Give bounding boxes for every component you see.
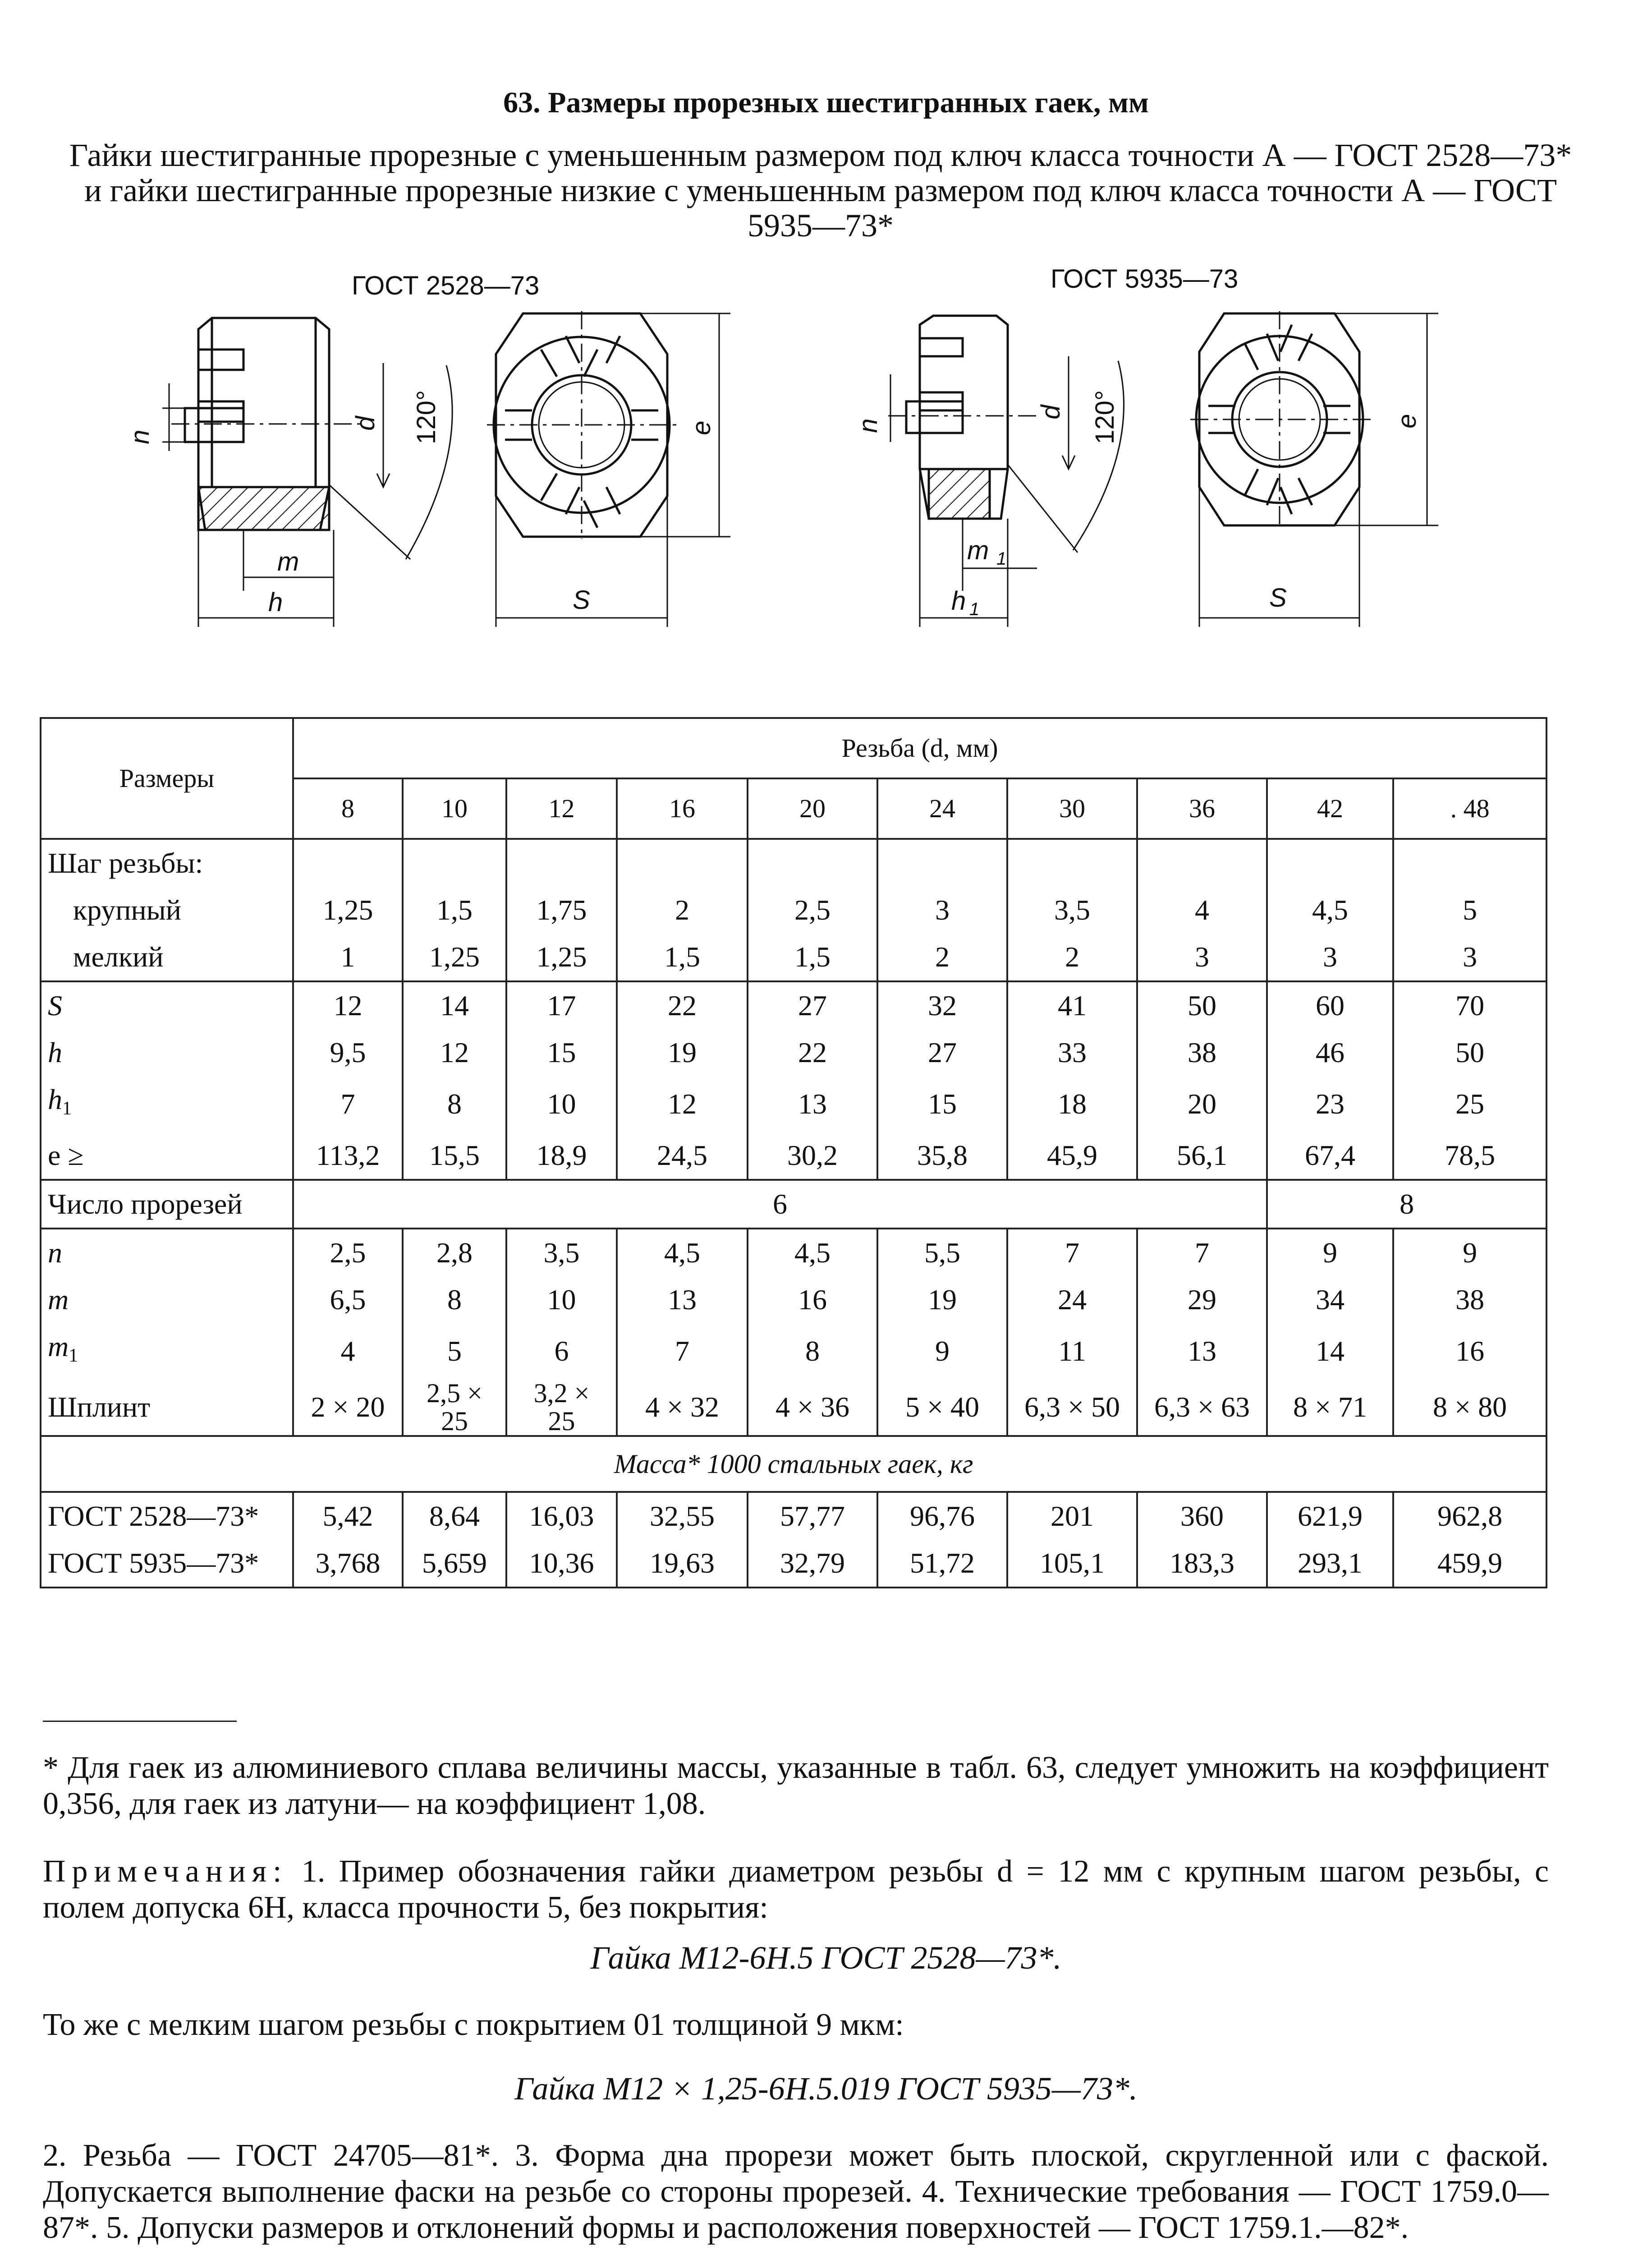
- m1-row: [41, 1323, 1546, 1379]
- h-cell: 46: [1267, 1029, 1393, 1076]
- coarse-cell: 5: [1393, 887, 1546, 934]
- gost5935-cell: 293,1: [1267, 1540, 1393, 1588]
- fine-cell: 1,5: [617, 934, 748, 981]
- pin-cell: 8 × 80: [1393, 1379, 1546, 1436]
- m1-cell: 14: [1267, 1323, 1393, 1379]
- e-cell: 67,4: [1267, 1132, 1393, 1180]
- s-cell: 50: [1137, 981, 1267, 1029]
- s-cell: 60: [1267, 981, 1393, 1029]
- gost2528-cell: 8,64: [403, 1492, 506, 1540]
- h-cell: 19: [617, 1029, 748, 1076]
- s-cell: 14: [403, 981, 506, 1029]
- note-1: 1. Пример обозначения гайки диаметром резьбы d = 12 мм с крупным шагом резьбы, с полем допуска 6H, класса прочности 5, без покрытия:: [43, 1854, 1549, 1925]
- pitch-label: Шаг резьбы:: [41, 839, 293, 887]
- s-cell: 12: [293, 981, 403, 1029]
- pitch-title-row: [41, 839, 1546, 887]
- header-thread: Резьба (d, мм): [293, 718, 1546, 778]
- m-label: [41, 1276, 293, 1323]
- gost5935-cell: 32,79: [748, 1540, 877, 1588]
- dim-e-right: e: [1392, 414, 1422, 428]
- pitch-coarse-row: [41, 887, 1546, 934]
- h-cell: 15: [506, 1029, 617, 1076]
- m-cell: 13: [617, 1276, 748, 1323]
- gost2528-label: [41, 1492, 293, 1540]
- e-cell: 30,2: [748, 1132, 877, 1180]
- dim-h-left: h: [268, 588, 283, 617]
- fine-label: [41, 934, 293, 981]
- m-cell: 19: [877, 1276, 1007, 1323]
- thread-9: . 48: [1393, 778, 1546, 839]
- gost2528-row: [41, 1492, 1546, 1540]
- slots-value-8: 8: [1267, 1180, 1546, 1229]
- gost5935-label-text: ГОСТ 5935—73*: [48, 1547, 259, 1579]
- footnote: * Для гаек из алюминиевого сплава величины массы, указанные в табл. 63, следует умножить на коэффициент 0,356, для гаек из латуни— на коэффициент 1,08.: [43, 1750, 1549, 1821]
- fine-label-text: мелкий: [73, 941, 164, 973]
- gost5935-cell: 3,768: [293, 1540, 403, 1588]
- e-cell: 45,9: [1007, 1132, 1137, 1180]
- s-cell: 32: [877, 981, 1007, 1029]
- s-cell: 70: [1393, 981, 1546, 1029]
- n-row: [41, 1229, 1546, 1276]
- m1-label: [41, 1323, 293, 1379]
- coarse-label: [41, 887, 293, 934]
- dim-h1-sub: 1: [969, 599, 980, 619]
- gost5935-cell: 5,659: [403, 1540, 506, 1588]
- h1-cell: 8: [403, 1076, 506, 1132]
- dim-d-right: d: [1036, 405, 1065, 419]
- h1-cell: 18: [1007, 1076, 1137, 1132]
- e-label-text: e ≥: [48, 1139, 84, 1171]
- dim-m-left: m: [277, 547, 299, 576]
- thread-7: 36: [1137, 778, 1267, 839]
- m-cell: 24: [1007, 1276, 1137, 1323]
- h-cell: 33: [1007, 1029, 1137, 1076]
- fine-cell: 3: [1137, 934, 1267, 981]
- fine-cell: 3: [1267, 934, 1393, 981]
- pin-cell: 4 × 36: [748, 1379, 877, 1436]
- thread-1: 10: [403, 778, 506, 839]
- figure-right-label: ГОСТ 5935—73: [1051, 264, 1239, 294]
- gost2528-cell: 96,76: [877, 1492, 1007, 1540]
- dim-s-right: S: [1269, 583, 1287, 612]
- pitch-fine-row: [41, 934, 1546, 981]
- pin-cell: 8 × 71: [1267, 1379, 1393, 1436]
- m-cell: 38: [1393, 1276, 1546, 1323]
- note-2: 2. Резьба — ГОСТ 24705—81*. 3. Форма дна прорези может быть плоской, скругленной или с фаской. Допускается выполнение фаски на резьбе со стороны прорезей. 4. Технические требования — ГОСТ 1759.0—87*. 5. Допуски размеров и отклонений формы и расположения поверхностей — ГОСТ 1759.1.—82*.: [43, 2138, 1549, 2245]
- dimensions-table: [40, 717, 1547, 1588]
- gost5935-cell: 19,63: [617, 1540, 748, 1588]
- h-cell: 12: [403, 1029, 506, 1076]
- mass-caption: Масса* 1000 стальных гаек, кг: [41, 1436, 1546, 1492]
- gost5935-cell: 183,3: [1137, 1540, 1267, 1588]
- coarse-cell: 1,75: [506, 887, 617, 934]
- mass-caption-row: [41, 1436, 1546, 1492]
- notes-paragraph: [43, 1854, 1549, 1926]
- e-cell: 56,1: [1137, 1132, 1267, 1180]
- m-cell: 10: [506, 1276, 617, 1323]
- fine-cell: 1,25: [403, 934, 506, 981]
- slots-label: Число прорезей: [41, 1180, 293, 1229]
- pin-cell: 6,3 × 63: [1137, 1379, 1267, 1436]
- thread-6: 30: [1007, 778, 1137, 839]
- e-label: [41, 1132, 293, 1180]
- n-label-text: n: [48, 1237, 62, 1269]
- m1-cell: 16: [1393, 1323, 1546, 1379]
- coarse-cell: 4: [1137, 887, 1267, 934]
- pin-cell: [506, 1379, 617, 1436]
- pin-cell: 2 × 20: [293, 1379, 403, 1436]
- gost5935-label: [41, 1540, 293, 1588]
- coarse-cell: 3,5: [1007, 887, 1137, 934]
- coarse-cell: 2,5: [748, 887, 877, 934]
- n-cell: 9: [1393, 1229, 1546, 1276]
- n-cell: 4,5: [617, 1229, 748, 1276]
- dim-m1-sub: 1: [996, 549, 1007, 569]
- side-view-right: [888, 316, 1124, 627]
- page-title: 63. Размеры прорезных шестигранных гаек, мм: [503, 86, 1149, 119]
- side-view-left: [162, 318, 452, 627]
- fine-cell: 1,25: [506, 934, 617, 981]
- h-label: [41, 1029, 293, 1076]
- m1-cell: 5: [403, 1323, 506, 1379]
- dim-s-left: S: [573, 585, 590, 615]
- pin-cell: 5 × 40: [877, 1379, 1007, 1436]
- example-1: Гайка М12-6Н.5 ГОСТ 2528—73*.: [590, 1940, 1062, 1976]
- thread-8: 42: [1267, 778, 1393, 839]
- h1-cell: 10: [506, 1076, 617, 1132]
- n-cell: 7: [1007, 1229, 1137, 1276]
- gost2528-cell: 201: [1007, 1492, 1137, 1540]
- gost5935-cell: 459,9: [1393, 1540, 1546, 1588]
- m1-cell: 4: [293, 1323, 403, 1379]
- pin-label: Шплинт: [41, 1379, 293, 1436]
- m1-cell: 9: [877, 1323, 1007, 1379]
- n-cell: 9: [1267, 1229, 1393, 1276]
- pin-cell: 6,3 × 50: [1007, 1379, 1137, 1436]
- header-sizes: Размеры: [41, 718, 293, 839]
- nut-drawings: [0, 0, 1652, 654]
- gost2528-cell: 962,8: [1393, 1492, 1546, 1540]
- fine-cell: 1,5: [748, 934, 877, 981]
- pin-cell: [403, 1379, 506, 1436]
- n-cell: 2,8: [403, 1229, 506, 1276]
- h1-cell: 13: [748, 1076, 877, 1132]
- h-label-text: h: [48, 1036, 62, 1068]
- h-cell: 50: [1393, 1029, 1546, 1076]
- m-label-text: m: [48, 1284, 69, 1316]
- page-subtitle: Гайки шестигранные прорезные с уменьшенным размером под ключ класса точности А — ГОСТ 2528—73* и гайки шестигранные прорезные низкие с уменьшенным размером под ключ класса точности А — ГОСТ 5935—73*: [69, 137, 1572, 244]
- m1-label-sub: 1: [69, 1345, 78, 1366]
- h1-cell: 25: [1393, 1076, 1546, 1132]
- s-label-text: S: [48, 989, 62, 1022]
- n-cell: 7: [1137, 1229, 1267, 1276]
- gost5935-cell: 10,36: [506, 1540, 617, 1588]
- h-cell: 27: [877, 1029, 1007, 1076]
- e-row: [41, 1132, 1546, 1180]
- thread-0: 8: [293, 778, 403, 839]
- h1-cell: 23: [1267, 1076, 1393, 1132]
- h-cell: 22: [748, 1029, 877, 1076]
- figure-left-label: ГОСТ 2528—73: [352, 271, 540, 300]
- h1-label-sub: 1: [62, 1098, 72, 1119]
- n-cell: 2,5: [293, 1229, 403, 1276]
- dim-n-right: n: [854, 418, 883, 433]
- e-cell: 18,9: [506, 1132, 617, 1180]
- s-label: [41, 981, 293, 1029]
- s-cell: 17: [506, 981, 617, 1029]
- coarse-cell: 3: [877, 887, 1007, 934]
- fine-cell: 2: [1007, 934, 1137, 981]
- top-view-right: [1190, 311, 1438, 627]
- top-view-left: [487, 311, 730, 627]
- dim-angle-right: 120°: [1090, 390, 1120, 444]
- fine-cell: 3: [1393, 934, 1546, 981]
- m1-cell: 11: [1007, 1323, 1137, 1379]
- dim-n-left: n: [125, 429, 155, 444]
- m1-cell: 8: [748, 1323, 877, 1379]
- s-row: [41, 981, 1546, 1029]
- s-cell: 22: [617, 981, 748, 1029]
- n-cell: 3,5: [506, 1229, 617, 1276]
- thread-2: 12: [506, 778, 617, 839]
- slots-value-6: 6: [293, 1180, 1267, 1229]
- same-fine-text: То же с мелким шагом резьбы с покрытием 01 толщиной 9 мкм:: [43, 2007, 904, 2042]
- e-cell: 35,8: [877, 1132, 1007, 1180]
- n-cell: 4,5: [748, 1229, 877, 1276]
- m-cell: 34: [1267, 1276, 1393, 1323]
- h-row: [41, 1029, 1546, 1076]
- gost2528-cell: 5,42: [293, 1492, 403, 1540]
- pin-cell: 4 × 32: [617, 1379, 748, 1436]
- gost2528-cell: 360: [1137, 1492, 1267, 1540]
- slots-row: [41, 1180, 1546, 1229]
- gost5935-cell: 51,72: [877, 1540, 1007, 1588]
- m1-cell: 7: [617, 1323, 748, 1379]
- m1-cell: 13: [1137, 1323, 1267, 1379]
- h1-row: [41, 1076, 1546, 1132]
- gost2528-cell: 16,03: [506, 1492, 617, 1540]
- notes-word: Примечания:: [43, 1854, 288, 1889]
- fine-cell: 2: [877, 934, 1007, 981]
- h-cell: 38: [1137, 1029, 1267, 1076]
- coarse-cell: 1,25: [293, 887, 403, 934]
- e-cell: 78,5: [1393, 1132, 1546, 1180]
- h1-label-text: h: [48, 1083, 62, 1115]
- pin-cell-bottom: 25: [441, 1406, 468, 1436]
- s-cell: 41: [1007, 981, 1137, 1029]
- pin-cell-top: 3,2 ×: [533, 1378, 590, 1408]
- pin-row: [41, 1379, 1546, 1436]
- m-cell: 29: [1137, 1276, 1267, 1323]
- header-row-1: [41, 718, 1546, 778]
- pin-cell-bottom: 25: [548, 1406, 575, 1436]
- h-cell: 9,5: [293, 1029, 403, 1076]
- gost2528-cell: 621,9: [1267, 1492, 1393, 1540]
- coarse-label-text: крупный: [73, 894, 181, 926]
- thread-3: 16: [617, 778, 748, 839]
- m1-label-text: m: [48, 1330, 69, 1362]
- pin-cell-top: 2,5 ×: [427, 1378, 482, 1408]
- h1-label: [41, 1076, 293, 1132]
- e-cell: 24,5: [617, 1132, 748, 1180]
- gost5935-row: [41, 1540, 1546, 1588]
- fine-cell: 1: [293, 934, 403, 981]
- coarse-cell: 2: [617, 887, 748, 934]
- m-cell: 6,5: [293, 1276, 403, 1323]
- h1-cell: 7: [293, 1076, 403, 1132]
- e-cell: 113,2: [293, 1132, 403, 1180]
- h1-cell: 20: [1137, 1076, 1267, 1132]
- gost5935-cell: 105,1: [1007, 1540, 1137, 1588]
- gost2528-label-text: ГОСТ 2528—73*: [48, 1500, 259, 1532]
- n-cell: 5,5: [877, 1229, 1007, 1276]
- dim-e-left: e: [687, 420, 716, 435]
- dim-m1-right: m: [967, 536, 989, 565]
- coarse-cell: 1,5: [403, 887, 506, 934]
- m1-cell: 6: [506, 1323, 617, 1379]
- coarse-cell: 4,5: [1267, 887, 1393, 934]
- m-cell: 16: [748, 1276, 877, 1323]
- dim-angle-left: 120°: [412, 390, 441, 444]
- gost2528-cell: 57,77: [748, 1492, 877, 1540]
- dim-h1-right: h: [951, 586, 966, 616]
- s-cell: 27: [748, 981, 877, 1029]
- footnote-rule: [43, 1721, 237, 1722]
- dim-d-left: d: [351, 416, 380, 431]
- thread-5: 24: [877, 778, 1007, 839]
- m-cell: 8: [403, 1276, 506, 1323]
- example-2: Гайка М12 × 1,25-6Н.5.019 ГОСТ 5935—73*.: [514, 2071, 1138, 2107]
- e-cell: 15,5: [403, 1132, 506, 1180]
- thread-4: 20: [748, 778, 877, 839]
- h1-cell: 12: [617, 1076, 748, 1132]
- m-row: [41, 1276, 1546, 1323]
- h1-cell: 15: [877, 1076, 1007, 1132]
- n-label: [41, 1229, 293, 1276]
- gost2528-cell: 32,55: [617, 1492, 748, 1540]
